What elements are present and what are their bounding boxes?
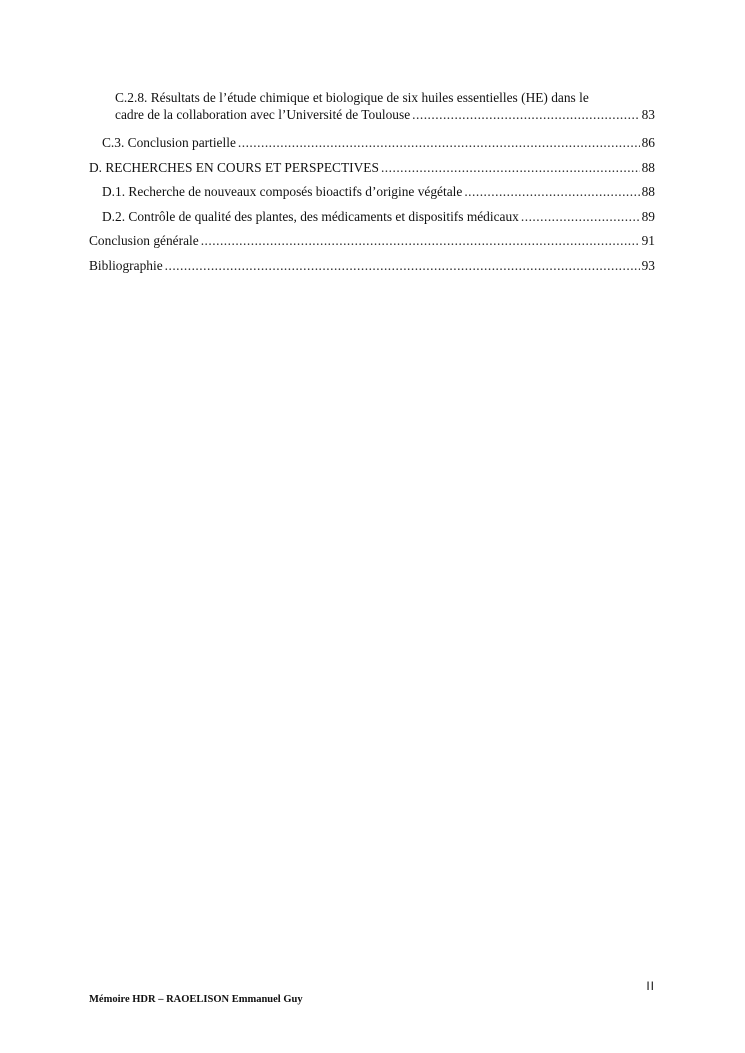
toc-entry-d-2[interactable] [89,205,655,230]
toc-entry-conclusion-generale[interactable] [89,229,655,254]
toc-entry-text: C.3. Conclusion partielle [102,135,236,150]
dot-leader [412,106,639,123]
toc-page-number: 93 [641,257,655,273]
dot-leader [165,254,640,279]
dot-leader [201,229,640,254]
dot-leader [464,180,639,205]
toc-page-number: 91 [641,233,655,249]
table-of-contents [89,89,655,279]
toc-entry-text: D. RECHERCHES EN COURS ET PERSPECTIVES [89,159,379,175]
toc-page-number: 88 [641,184,655,200]
dot-leader [238,131,640,156]
toc-entry-text: D.2. Contrôle de qualité des plantes, des médicaments et dispositifs médicaux [102,208,519,224]
toc-page-number: 88 [641,159,655,175]
toc-entry-bibliographie[interactable] [89,254,655,279]
dot-leader [381,156,640,181]
toc-entry-text: D.1. Recherche de nouveaux composés bioactifs d’origine végétale [102,184,463,200]
toc-entry-c-2-8[interactable] [89,89,655,123]
toc-entry-text: Bibliographie [89,257,163,273]
toc-entry-text: C.2.8. Résultats de l’étude chimique et biologique de six huiles essentielles (HE) dans le [115,90,589,105]
toc-entry-d[interactable] [89,156,655,181]
toc-entry-text-continued: cadre de la collaboration avec l’Université de Toulouse [115,107,411,122]
dot-leader [521,205,640,230]
page-footer: Mémoire HDR – RAOELISON Emmanuel Guy [89,994,303,1005]
page-number: II [646,979,655,993]
toc-entry-c-3[interactable] [89,131,655,156]
toc-page-number: 86 [641,135,655,150]
toc-page-number: 89 [641,208,655,224]
toc-entry-d-1[interactable] [89,180,655,205]
toc-page-number: 83 [641,107,655,122]
toc-entry-text: Conclusion générale [89,233,199,249]
